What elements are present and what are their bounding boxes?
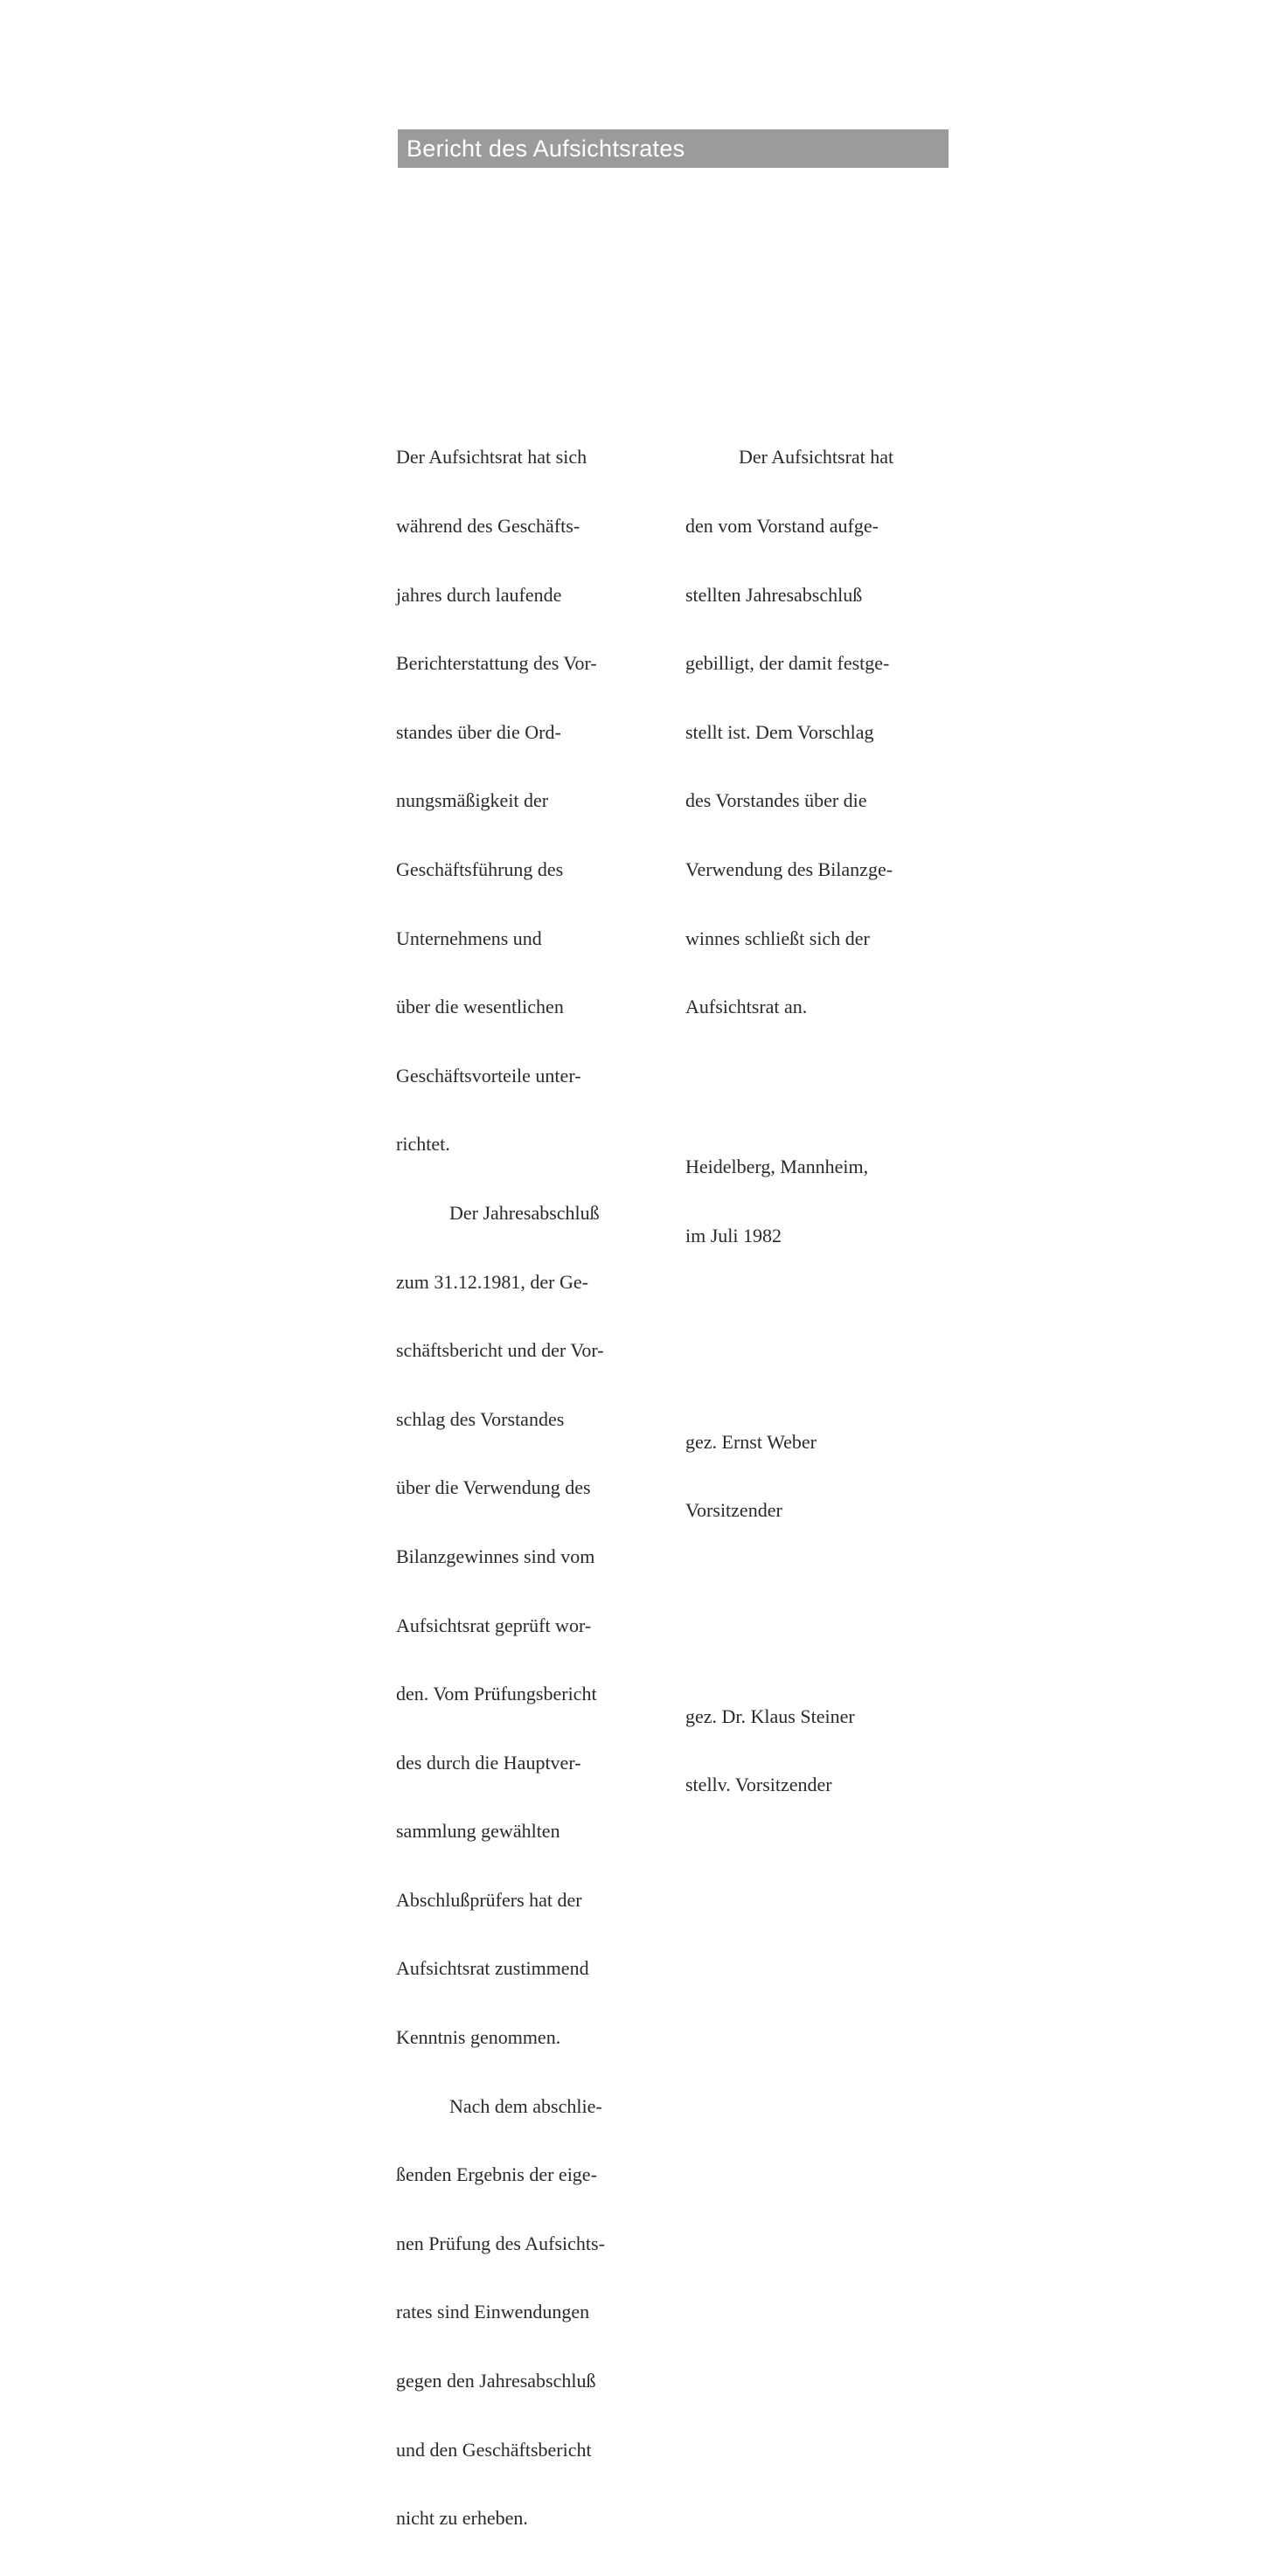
- body-line: Aufsichtsrat zustimmend: [396, 1957, 589, 1980]
- body-line: während des Geschäfts-: [396, 515, 580, 537]
- body-line: winnes schließt sich der: [685, 927, 870, 949]
- body-line: sammlung gewählten: [396, 1820, 560, 1843]
- body-line: zum 31.12.1981, der Ge-: [396, 1270, 588, 1293]
- paragraph-start-line: Der Aufsichtsrat hat: [739, 446, 894, 469]
- body-line: Abschlußprüfers hat der: [396, 1888, 582, 1911]
- body-line: rates sind Einwendungen: [396, 2301, 590, 2323]
- signature-name: gez. Ernst Weber: [685, 1430, 817, 1453]
- page-title: Bericht des Aufsichtsrates: [407, 135, 685, 162]
- body-line: Verwendung des Bilanzge-: [685, 858, 893, 880]
- place-line: Heidelberg, Mannheim,: [685, 1156, 869, 1178]
- body-line: über die wesentlichen: [396, 996, 564, 1018]
- body-line: den. Vom Prüfungsbericht: [396, 1683, 597, 1705]
- signature-role: Vorsitzender: [685, 1499, 782, 1522]
- body-line: Aufsichtsrat geprüft wor-: [396, 1614, 592, 1636]
- signature-name: gez. Dr. Klaus Steiner: [685, 1705, 855, 1727]
- paragraph-start-line: Der Jahresabschluß: [449, 1201, 600, 1224]
- body-line: stellt ist. Dem Vorschlag: [685, 720, 874, 743]
- body-line: Der Aufsichtsrat hat sich: [396, 446, 587, 469]
- body-line: schäftsbericht und der Vor-: [396, 1339, 604, 1362]
- body-line: gegen den Jahresabschluß: [396, 2370, 596, 2392]
- left-text-column: [396, 400, 676, 2576]
- body-line: Bilanzgewinnes sind vom: [396, 1545, 595, 1567]
- body-line: Kenntnis genommen.: [396, 2026, 561, 2049]
- body-line: stellten Jahresabschluß: [685, 583, 863, 606]
- body-line: über die Verwendung des: [396, 1476, 591, 1499]
- body-line: nungsmäßigkeit der: [396, 789, 549, 812]
- body-line: nen Prüfung des Aufsichts-: [396, 2232, 605, 2254]
- section-title-bar: [398, 129, 949, 168]
- body-line: standes über die Ord-: [396, 720, 561, 743]
- body-line: nicht zu erheben.: [396, 2507, 528, 2530]
- body-line: den vom Vorstand aufge-: [685, 515, 879, 537]
- signature-block-chairman: [685, 1385, 956, 1568]
- paragraph-start-line: Nach dem abschlie-: [449, 2094, 602, 2117]
- body-line: des durch die Hauptver-: [396, 1751, 581, 1774]
- date-line: im Juli 1982: [685, 1224, 782, 1246]
- body-line: richtet.: [396, 1133, 450, 1156]
- body-line: Berichterstattung des Vor-: [396, 652, 597, 675]
- right-text-column: [685, 400, 956, 1888]
- body-line: schlag des Vorstandes: [396, 1407, 565, 1430]
- signature-role: stellv. Vorsitzender: [685, 1774, 832, 1796]
- body-line: jahres durch laufende: [396, 583, 562, 606]
- body-line: Geschäftsvorteile unter-: [396, 1064, 581, 1087]
- body-line: Geschäftsführung des: [396, 858, 564, 880]
- body-line: Unternehmens und: [396, 927, 542, 949]
- body-line: des Vorstandes über die: [685, 789, 867, 812]
- body-line: und den Geschäftsbericht: [396, 2438, 592, 2461]
- body-line: gebilligt, der damit festge-: [685, 652, 890, 675]
- place-date-block: [685, 1110, 956, 1294]
- body-line: ßenden Ergebnis der eige-: [396, 2163, 597, 2186]
- body-line: Aufsichtsrat an.: [685, 996, 808, 1018]
- signature-block-deputy: [685, 1659, 956, 1843]
